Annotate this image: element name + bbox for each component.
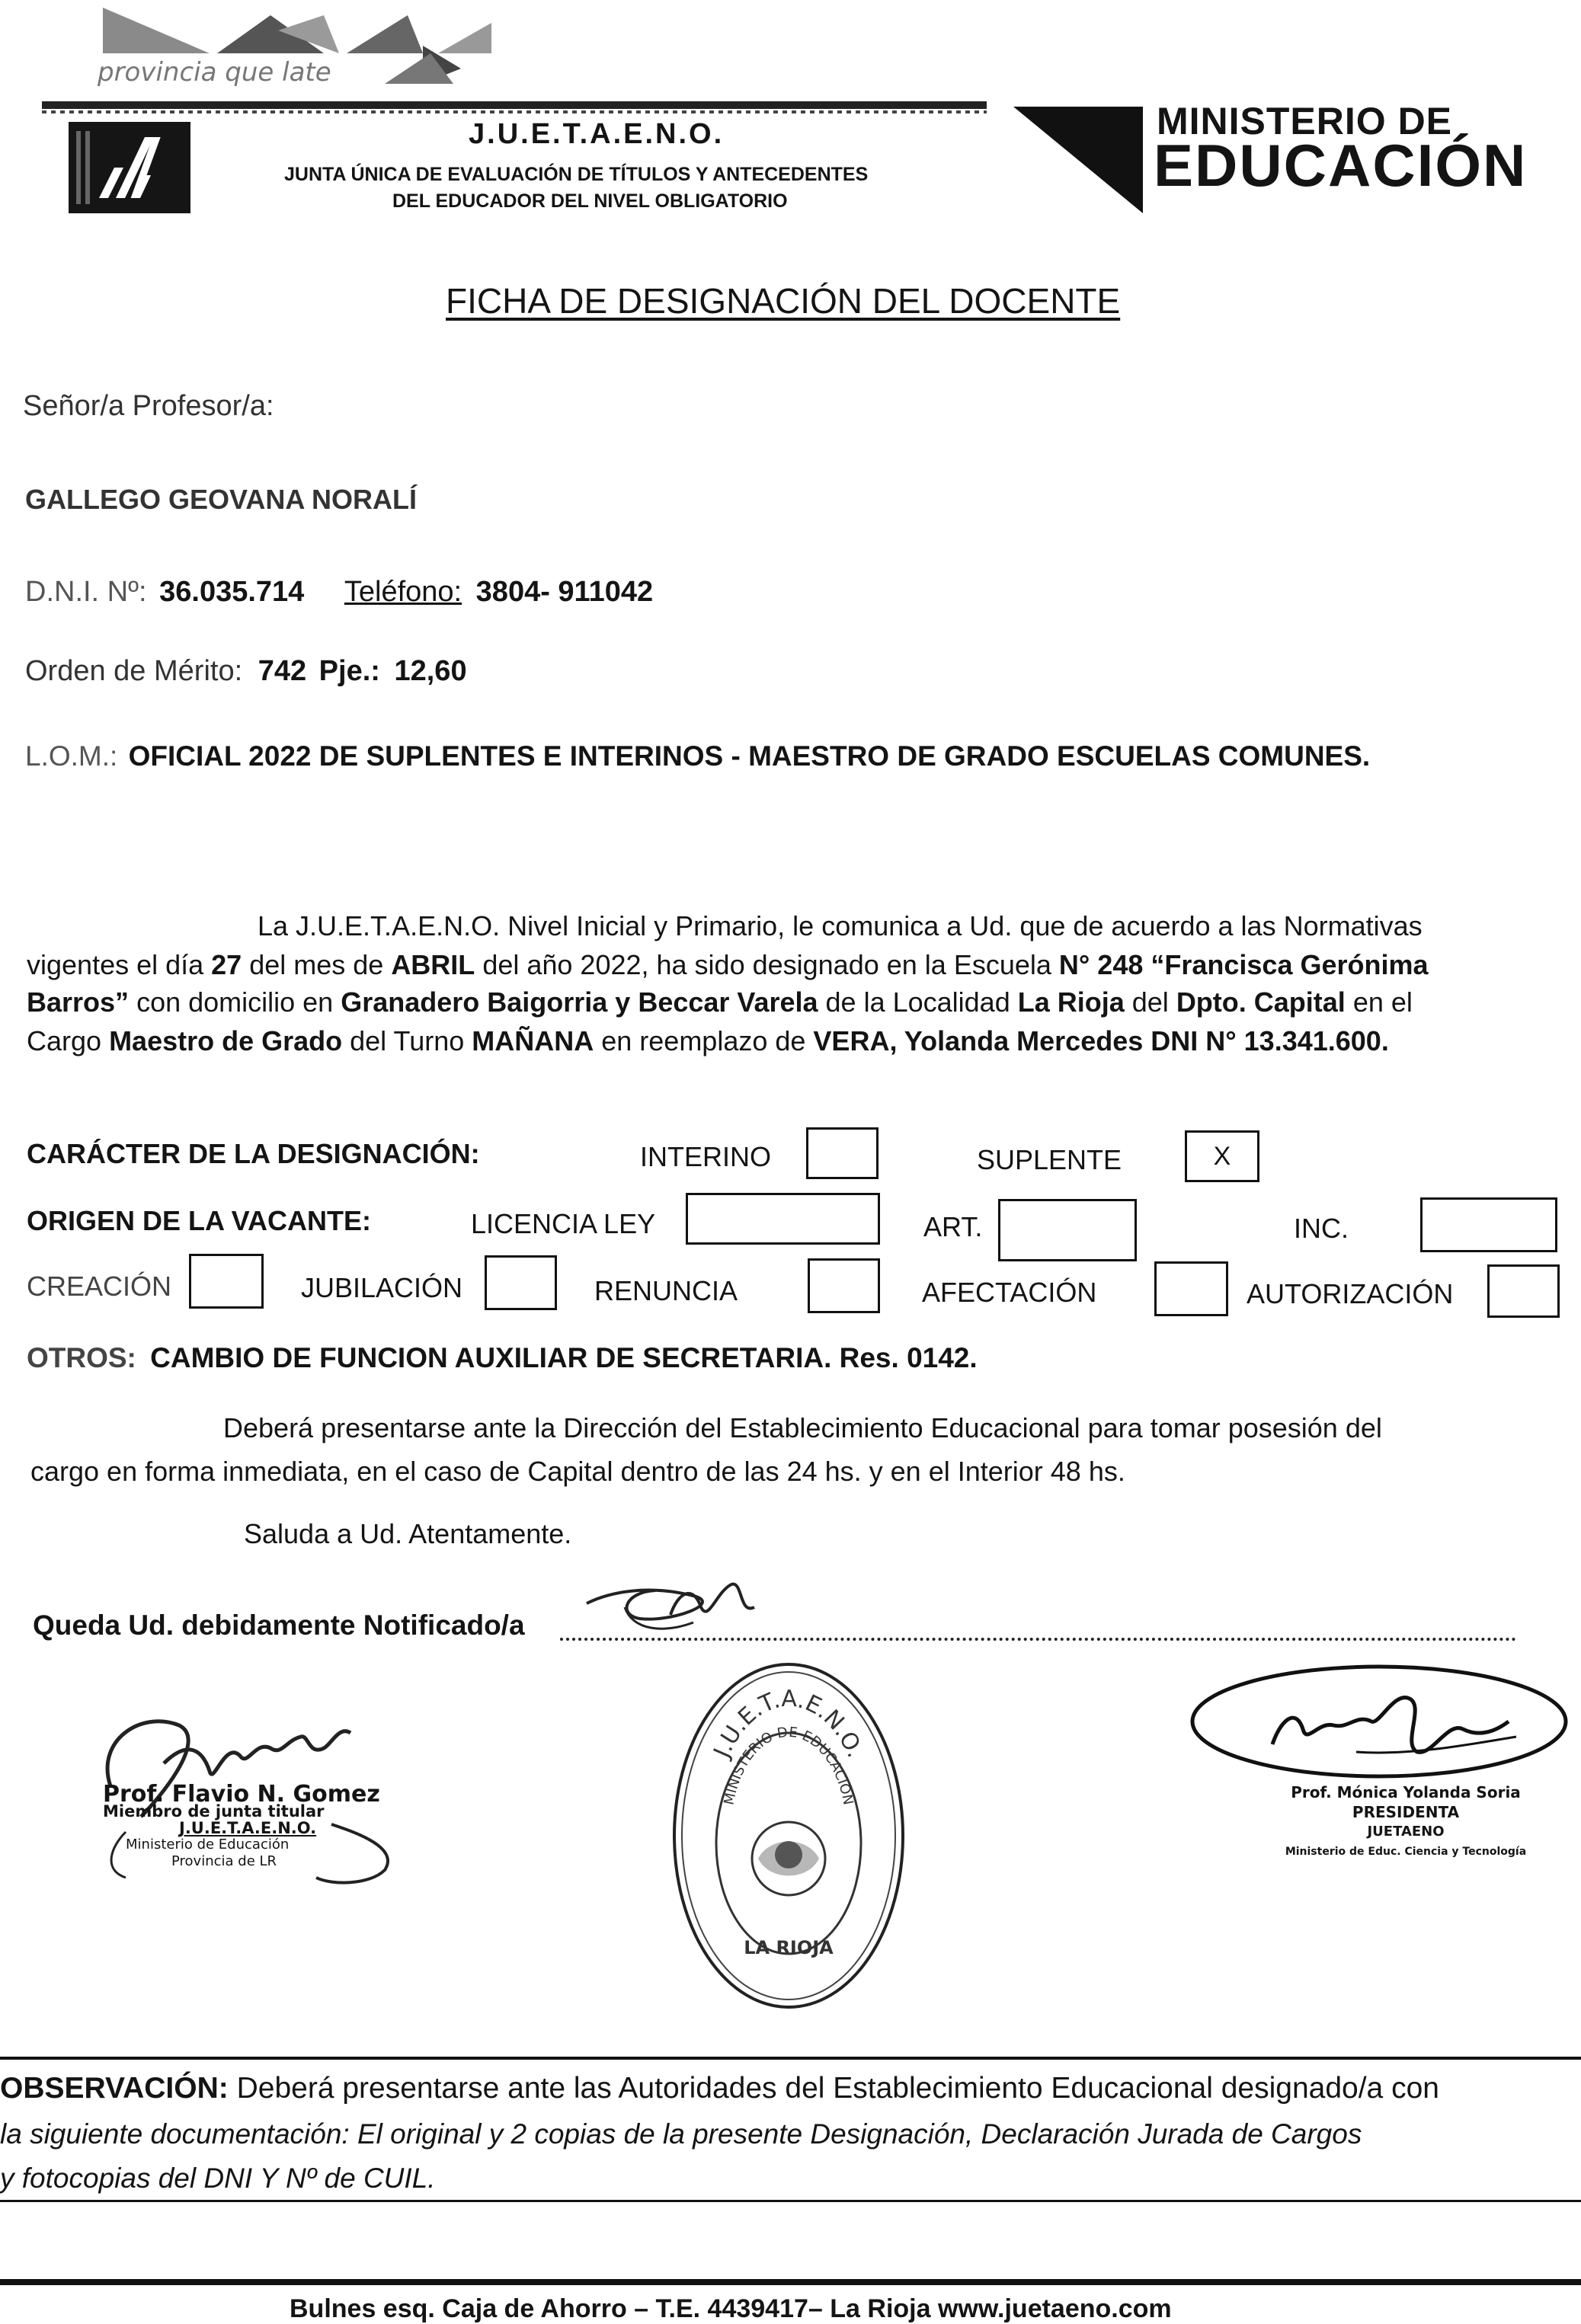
school-value: Barros”: [27, 986, 130, 1018]
lom-label: L.O.M.:: [25, 740, 118, 772]
jubilacion-checkbox[interactable]: [485, 1255, 557, 1310]
left-stamp-line3: J.U.E.T.A.E.N.O.: [179, 1819, 317, 1837]
afectacion-label: AFECTACIÓN: [922, 1277, 1097, 1308]
interino-label: INTERINO: [640, 1141, 772, 1172]
otros-row: [27, 1342, 978, 1374]
ministry-line2: EDUCACIÓN: [1154, 132, 1528, 199]
juetaeno-logo: [69, 122, 190, 213]
jubilacion-label: JUBILACIÓN: [301, 1272, 463, 1303]
right-stamp-line3: JUETAENO: [1367, 1824, 1445, 1840]
inc-label: INC.: [1294, 1213, 1349, 1244]
autorizacion-checkbox[interactable]: [1487, 1264, 1560, 1318]
observation-line-2: la siguiente documentación: El original y 2 copias de la presente Designación, Declaración Jurada de Cargos: [0, 2118, 1362, 2150]
licencia-label: LICENCIA LEY: [471, 1208, 656, 1239]
body-text: en el: [1345, 986, 1413, 1018]
body-text: del mes de: [242, 949, 392, 980]
school-value: N° 248 “Francisca Gerónima: [1058, 949, 1429, 980]
dni-row: [25, 576, 653, 609]
body-line-4: [27, 1023, 1389, 1060]
body-line-3: [27, 984, 1413, 1021]
afectacion-checkbox[interactable]: [1154, 1261, 1228, 1316]
body-text: La J.U.E.T.A.E.N.O. Nivel Inicial y Primario, le comunica a Ud. que de acuerdo a las Normativas: [258, 910, 1423, 941]
left-stamp-line1: Prof. Flavio N. Gomez: [103, 1781, 380, 1808]
suplente-label: SUPLENTE: [977, 1144, 1122, 1175]
footer-text: Bulnes esq. Caja de Ahorro – T.E. 4439417– La Rioja www.juetaeno.com: [290, 2294, 1172, 2323]
merit-value: 742: [258, 655, 307, 687]
creacion-checkbox[interactable]: [189, 1254, 264, 1309]
salutation: Señor/a Profesor/a:: [23, 390, 274, 422]
locality-value: La Rioja: [1017, 986, 1125, 1018]
address-value: Granadero Baigorria y Beccar Varela: [341, 986, 818, 1018]
origen-label: ORIGEN DE LA VACANTE:: [27, 1205, 372, 1236]
recipient-name: GALLEGO GEOVANA NORALÍ: [25, 484, 418, 515]
department-value: Dpto. Capital: [1176, 986, 1346, 1018]
notified-label: Queda Ud. debidamente Notificado/a: [33, 1610, 525, 1641]
inc-field[interactable]: [1420, 1197, 1557, 1252]
replacement-value: VERA, Yolanda Mercedes DNI N° 13.341.600.: [813, 1025, 1389, 1057]
licencia-field[interactable]: [686, 1193, 880, 1245]
body-text: con domicilio en: [129, 986, 341, 1018]
creacion-label: CREACIÓN: [27, 1271, 172, 1302]
lom-value: OFICIAL 2022 DE SUPLENTES E INTERINOS - MAESTRO DE GRADO ESCUELAS COMUNES.: [128, 740, 1371, 772]
official-seal: [663, 1645, 914, 2011]
left-stamp-line4: Ministerio de Educación: [126, 1837, 290, 1852]
merit-row: [25, 655, 467, 688]
day-value: 27: [211, 949, 242, 980]
body-text: Cargo: [27, 1025, 110, 1057]
instructions-line-2: cargo en forma inmediata, en el caso de Capital dentro de las 24 hs. y en el Interior 48 hs.: [30, 1456, 1125, 1487]
body-line-1: [258, 908, 1423, 945]
caracter-label: CARÁCTER DE LA DESIGNACIÓN:: [27, 1138, 480, 1169]
autorizacion-label: AUTORIZACIÓN: [1247, 1278, 1454, 1309]
renuncia-label: RENUNCIA: [594, 1275, 738, 1306]
phone-value: 3804- 911042: [475, 576, 654, 608]
otros-label: OTROS:: [27, 1342, 136, 1373]
body-line-2: [27, 947, 1429, 983]
body-text: del: [1124, 986, 1176, 1018]
right-stamp-line1: Prof. Mónica Yolanda Soria: [1291, 1783, 1521, 1801]
header-rule: [42, 101, 987, 109]
seal-top-text: J.U.E.T.A.E.N.O.: [709, 1685, 869, 1762]
suplente-checkbox[interactable]: X: [1185, 1130, 1259, 1182]
art-label: ART.: [923, 1211, 983, 1242]
score-label: Pje.:: [318, 655, 380, 687]
ministry-line1: MINISTERIO DE: [1157, 100, 1453, 142]
ministry-logo-mark: [1013, 99, 1143, 213]
notified-row: [33, 1610, 525, 1642]
seal-ring-text: MINISTERIO DE EDUCACION: [721, 1724, 856, 1807]
org-name-line2: DEL EDUCADOR DEL NIVEL OBLIGATORIO: [392, 190, 788, 212]
footer-rule: [0, 2279, 1581, 2285]
body-text: de la Localidad: [818, 986, 1018, 1018]
phone-label: Teléfono:: [344, 576, 462, 608]
observation-label: OBSERVACIÓN:: [0, 2072, 229, 2105]
dni-value: 36.035.714: [159, 576, 305, 608]
observation-top-rule: [0, 2057, 1581, 2060]
month-value: ABRIL: [391, 949, 475, 980]
score-value: 12,60: [394, 655, 467, 687]
dni-label: D.N.I. Nº:: [25, 576, 147, 608]
shift-value: MAÑANA: [472, 1025, 594, 1057]
org-name-line1: JUNTA ÚNICA DE EVALUACIÓN DE TÍTULOS Y ANTECEDENTES: [284, 164, 869, 185]
observation-text: Deberá presentarse ante las Autoridades del Establecimiento Educacional designado/a con: [228, 2072, 1439, 2105]
left-stamp: [103, 1781, 380, 1870]
renuncia-checkbox[interactable]: [808, 1258, 880, 1313]
otros-value: CAMBIO DE FUNCION AUXILIAR DE SECRETARIA. Res. 0142.: [150, 1342, 978, 1373]
right-stamp-line2: PRESIDENTA: [1352, 1803, 1460, 1821]
page-title: FICHA DE DESIGNACIÓN DEL DOCENTE: [446, 281, 1121, 321]
observation-line-1: [0, 2070, 1439, 2107]
position-value: Maestro de Grado: [109, 1025, 343, 1057]
org-acronym: J.U.E.T.A.E.N.O.: [469, 118, 725, 150]
merit-label: Orden de Mérito:: [25, 655, 243, 687]
lom-row: [25, 740, 1370, 772]
body-text: en reemplazo de: [594, 1025, 814, 1057]
observation-bottom-rule: [0, 2200, 1581, 2202]
greeting: Saluda a Ud. Atentamente.: [244, 1518, 572, 1549]
right-stamp-line4: Ministerio de Educ. Ciencia y Tecnología: [1285, 1846, 1527, 1858]
art-field[interactable]: [998, 1199, 1137, 1261]
observation-line-3: y fotocopias del DNI Y Nº de CUIL.: [0, 2163, 436, 2194]
left-stamp-line5: Provincia de LR: [171, 1853, 277, 1869]
recipient-signature: [579, 1562, 777, 1645]
interino-checkbox[interactable]: [806, 1127, 879, 1179]
header-rule-pattern: [42, 110, 987, 113]
instructions-line-1: Deberá presentarse ante la Dirección del Establecimiento Educacional para tomar posesión del: [223, 1412, 1382, 1443]
right-stamp: [1280, 1782, 1531, 1862]
province-slogan: provincia que late: [98, 57, 331, 88]
body-text: del Turno: [342, 1025, 472, 1057]
body-text: del año 2022, ha sido designado en la Escuela: [475, 949, 1059, 980]
left-stamp-line2: Miembro de junta titular: [103, 1802, 325, 1821]
body-text: vigentes el día: [27, 949, 212, 980]
seal-bottom-text: LA RIOJA: [744, 1937, 834, 1958]
